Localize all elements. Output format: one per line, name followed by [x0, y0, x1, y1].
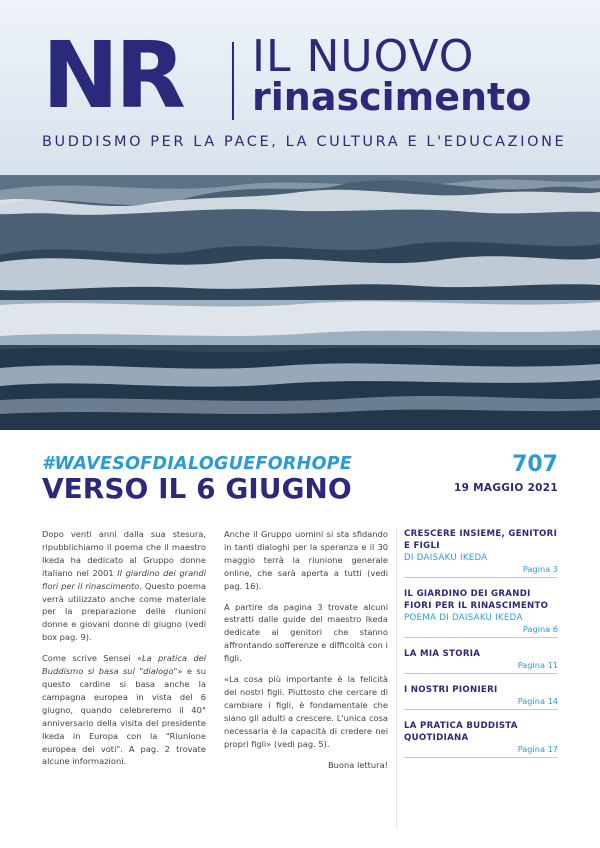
- toc-subtitle: DI DAISAKU IKEDA: [404, 553, 488, 563]
- article-paragraph: «La cosa più importante è la felicità dei nostri figli. Piuttosto che cercare di cambiare i figli, è fondamentale che siano gli adulti a crescere. L'unica cosa necessaria è la capacità di credere nei propri figli» (vedi pag. 5).: [224, 674, 388, 749]
- toc-item[interactable]: [404, 588, 558, 638]
- masthead-title-line1: IL NUOVO: [252, 31, 475, 82]
- toc-title: LA MIA STORIA: [404, 649, 481, 659]
- toc-page: Pagina 14: [517, 696, 558, 706]
- cover-headline: VERSO IL 6 GIUGNO: [42, 472, 352, 505]
- toc-item[interactable]: [404, 648, 558, 674]
- toc-page: Pagina 11: [517, 660, 558, 670]
- article-signoff: Buona lettura!: [327, 759, 388, 770]
- article-paragraph: A partire da pagina 3 trovate alcuni estratti dalle guide del maestro Ikeda dedicate ai genitori che stanno affrontando sofferenze e difficoltà con i figli.: [224, 601, 388, 664]
- toc-title: CRESCERE INSIEME, GENITORI E FIGLI: [404, 529, 558, 551]
- toc-item[interactable]: [404, 720, 558, 758]
- toc-title: I NOSTRI PIONIERI: [404, 685, 498, 695]
- logo-nr: NR: [42, 22, 182, 129]
- logo-divider: [232, 42, 234, 120]
- toc-subtitle: POEMA DI DAISAKU IKEDA: [404, 613, 523, 623]
- toc-title: LA PRATICA BUDDISTA QUOTIDIANA: [404, 721, 518, 743]
- article-paragraph: Anche il Gruppo uomini si sta sfidando in tanti dialoghi per la speranza e il 30 maggio terrà la riunione generale online, che sarà aperta a tutti (vedi pag. 16).: [224, 529, 388, 591]
- issue-date: 19 MAGGIO 2021: [454, 482, 558, 494]
- toc-title: IL GIARDINO DEI GRANDI FIORI PER IL RINASCIMENTO: [404, 589, 549, 611]
- toc-item[interactable]: [404, 528, 558, 578]
- masthead-title-line2: rinascimento: [252, 75, 532, 119]
- table-of-contents: [404, 528, 558, 768]
- toc-item[interactable]: [404, 684, 558, 710]
- masthead-tagline: BUDDISMO PER LA PACE, LA CULTURA E L'EDUCAZIONE: [42, 134, 567, 150]
- toc-page: Pagina 3: [522, 564, 558, 574]
- article-column-1: [42, 528, 206, 776]
- toc-page: Pagina 6: [522, 624, 558, 634]
- issue-number: 707: [512, 452, 558, 477]
- cover-hashtag: #WAVESOFDIALOGUEFORHOPE: [42, 454, 353, 474]
- article-paragraph: Come scrive Sensei «La pratica del Buddismo si basa sul "dialogo"» e su questo cardine si basa anche la campagna europea in vista del 6 giugno, quando celebreremo il 40° anniversario della visita del presidente Ikeda in Europa con la "Riunione europea dei voti". A pag. 2 trovate alcune informazioni.: [42, 653, 206, 767]
- toc-page: Pagina 17: [517, 744, 558, 754]
- article-column-2: [224, 528, 388, 779]
- column-divider: [396, 528, 397, 828]
- article-paragraph: Dopo venti anni dalla sua stesura, ripubblichiamo il poema che il maestro Ikeda ha dedicato al Gruppo donne italiano nel 2001 Il giardino dei grandi fiori per il rinascimento. Questo poema verrà utilizzato anche come materiale per la preparazione delle riunioni donne e giovani donne di giugno (vedi box pag. 9).: [42, 529, 206, 643]
